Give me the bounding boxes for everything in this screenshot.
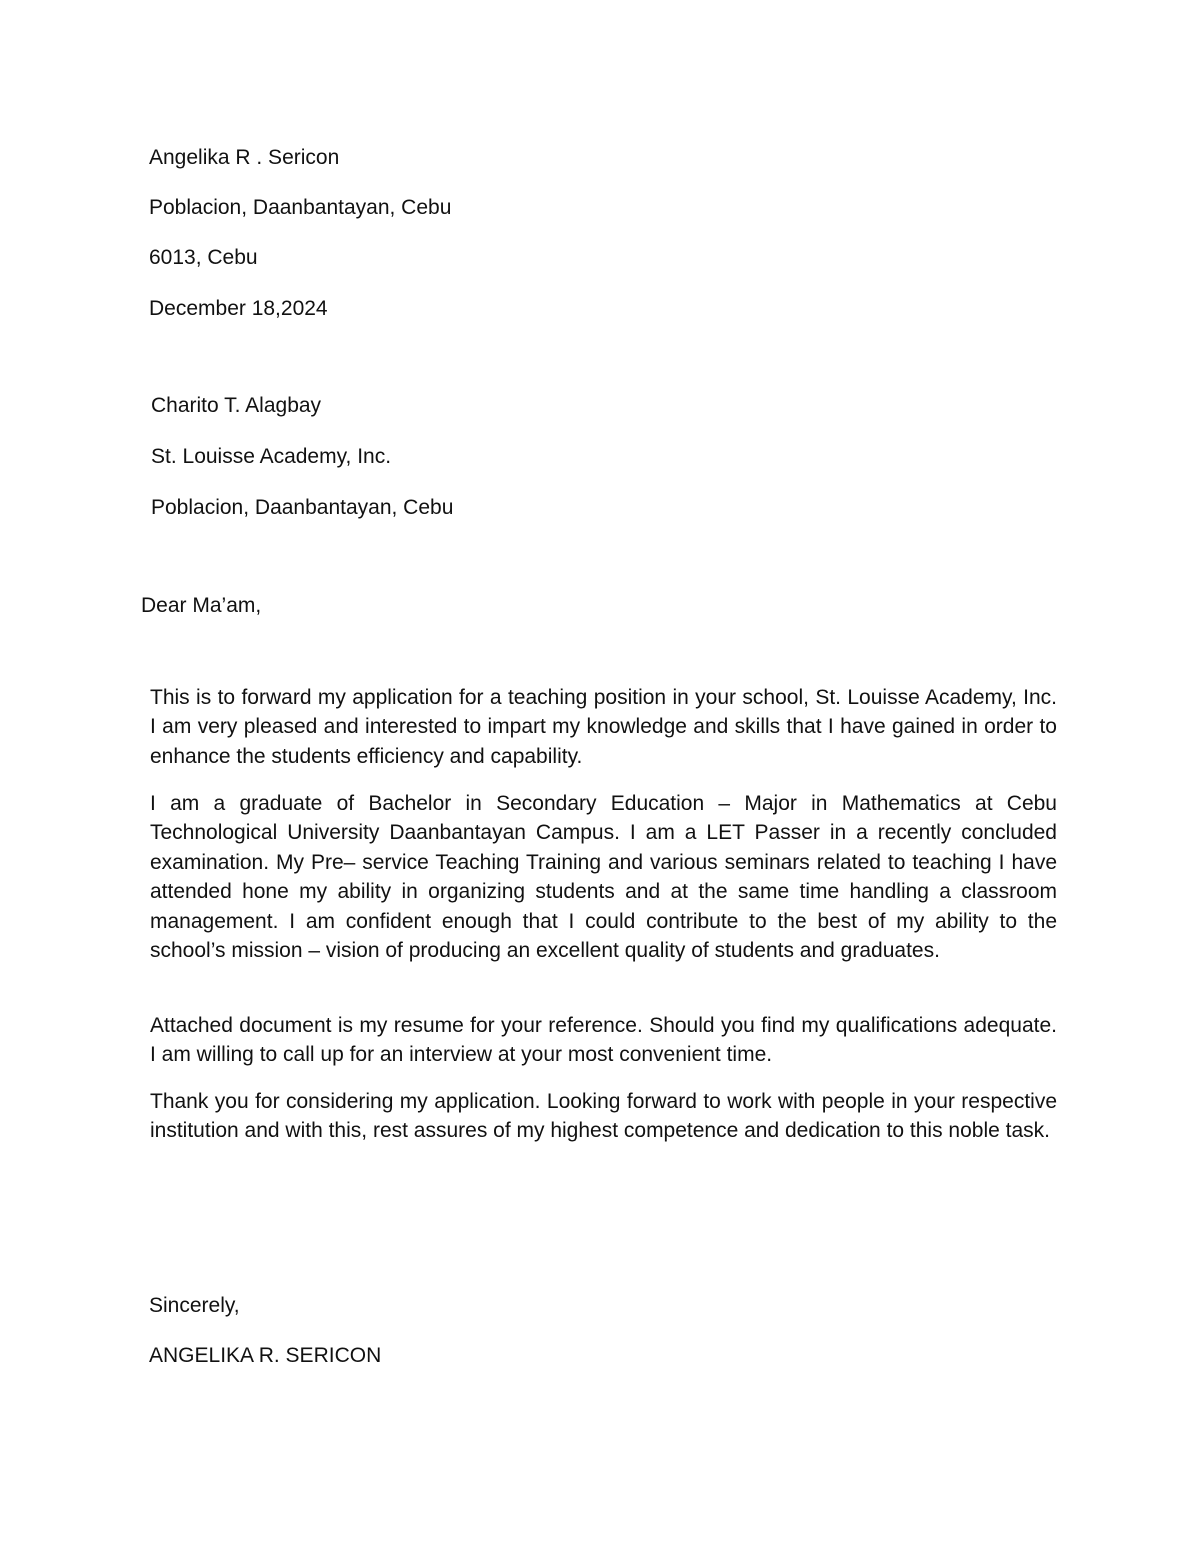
signature-name: ANGELIKA R. SERICON <box>149 1344 382 1367</box>
body-paragraph-3: Attached document is my resume for your reference. Should you find my qualifications adequate. I am willing to call up for an interview at your most convenient time. <box>150 1014 1057 1067</box>
sender-address-line2: 6013, Cebu <box>149 246 258 269</box>
body-paragraph-2: I am a graduate of Bachelor in Secondary Education – Major in Mathematics at Cebu Technological University Daanbantayan Campus. I am a LET Passer in a recently concluded examination. My Pre– service Teaching Training and various seminars related to teaching I have attended hone my ability in organizing students and at the same time handling a classroom management. I am confident enough that I could contribute to the best of my ability to the school’s mission – vision of producing an excellent quality of students and graduates. <box>150 792 1057 963</box>
salutation: Dear Ma’am, <box>141 594 262 617</box>
sender-name: Angelika R . Sericon <box>149 146 340 169</box>
body-paragraph-1: This is to forward my application for a teaching position in your school, St. Louisse Academy, Inc. I am very pleased and interested to impart my knowledge and skills that I have gained in order to enhance the students efficiency and capability. <box>150 686 1057 768</box>
recipient-organization: St. Louisse Academy, Inc. <box>151 445 392 468</box>
sender-address-line1: Poblacion, Daanbantayan, Cebu <box>149 196 452 219</box>
body-paragraph-4: Thank you for considering my application. Looking forward to work with people in your respective institution and with this, rest assures of my highest competence and dedication to this noble task. <box>150 1090 1057 1143</box>
recipient-address: Poblacion, Daanbantayan, Cebu <box>151 496 454 519</box>
letter-date: December 18,2024 <box>149 297 328 320</box>
recipient-name: Charito T. Alagbay <box>151 394 322 417</box>
valediction: Sincerely, <box>149 1294 240 1317</box>
